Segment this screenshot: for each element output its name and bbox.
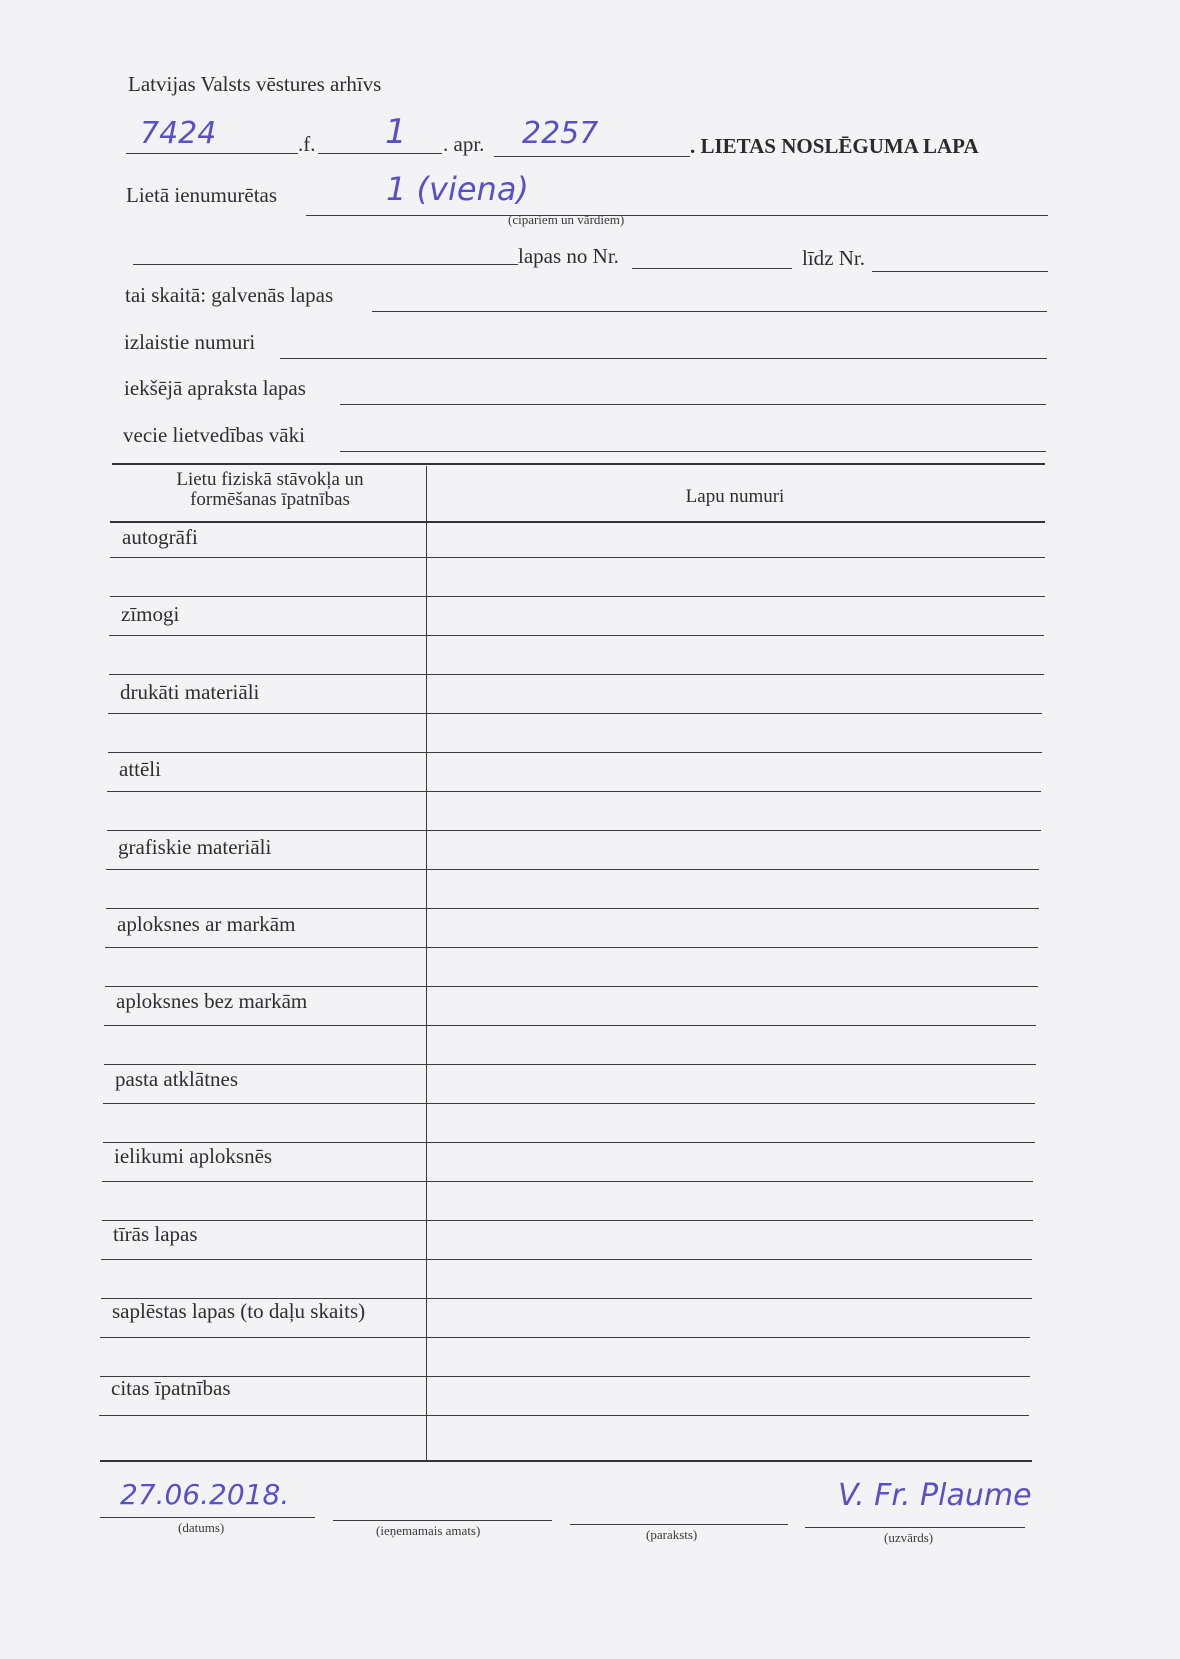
date-line xyxy=(100,1517,315,1518)
numbered-value: 1 (viena) xyxy=(386,170,529,208)
numbered-hint: (cipariem un vārdiem) xyxy=(508,212,625,227)
table-row-label: citas īpatnības xyxy=(111,1376,231,1401)
pages-to-label: līdz Nr. xyxy=(802,246,865,270)
table-row-label: zīmogi xyxy=(121,602,180,627)
table-row-line xyxy=(104,1064,1036,1065)
table-row-line xyxy=(103,1142,1035,1143)
pages-from-label: lapas no Nr. xyxy=(518,244,619,268)
table-top-line xyxy=(112,463,1045,465)
numbered-label: Lietā ienumurētas xyxy=(126,183,278,207)
file-number: 2257 xyxy=(522,116,599,151)
position-hint: (ieņemamais amats) xyxy=(376,1523,481,1538)
fond-line xyxy=(126,153,298,154)
table-row-line xyxy=(107,791,1041,792)
table-row-line xyxy=(109,674,1044,675)
table-row-line xyxy=(102,1220,1033,1221)
table-row-line xyxy=(106,908,1039,909)
inventory-label: . apr. xyxy=(443,132,485,156)
table-row-label: autogrāfi xyxy=(122,525,198,549)
table-row-label: tīrās lapas xyxy=(113,1221,198,1246)
table-row-line xyxy=(105,947,1038,948)
fond-label: .f. xyxy=(298,132,316,156)
table-row-line xyxy=(106,869,1039,870)
table-row-label: aploksnes bez markām xyxy=(116,989,308,1014)
table-row-label: drukāti materiāli xyxy=(120,679,260,704)
name-line xyxy=(805,1527,1025,1528)
table-row-line xyxy=(104,1025,1036,1026)
archive-name: Latvijas Valsts vēstures arhīvs xyxy=(128,72,382,96)
table-row-label: aploksnes ar markām xyxy=(117,912,296,936)
col1-header-line2: formēšanas īpatnības xyxy=(190,489,350,510)
table-row-line xyxy=(110,557,1045,558)
skipped-numbers-label: izlaistie numuri xyxy=(124,330,256,354)
skipped-numbers-line xyxy=(280,358,1047,359)
table-row-label: pasta atklātnes xyxy=(115,1066,239,1091)
old-covers-line xyxy=(340,451,1046,452)
inner-description-line xyxy=(340,404,1046,405)
inner-description-label: iekšējā apraksta lapas xyxy=(124,376,306,400)
table-row-line xyxy=(101,1259,1032,1260)
table-row-line xyxy=(100,1337,1030,1338)
table-row-line xyxy=(107,830,1041,831)
inventory-line xyxy=(318,153,442,154)
table-row-line xyxy=(102,1181,1033,1182)
main-pages-label: tai skaitā: galvenās lapas xyxy=(125,283,334,307)
signature-line xyxy=(570,1524,788,1525)
name-value: V. Fr. Plaume xyxy=(838,1478,1032,1513)
position-line xyxy=(333,1520,552,1521)
col2-header: Lapu numuri xyxy=(685,486,785,507)
pages-from-line xyxy=(632,268,792,269)
table-row-line xyxy=(110,596,1045,597)
date-hint: (datums) xyxy=(178,1520,225,1535)
table-row-line xyxy=(103,1103,1035,1104)
name-hint: (uzvārds) xyxy=(884,1530,934,1545)
table-header-bottom-line xyxy=(110,521,1045,523)
table-row-line xyxy=(109,635,1044,636)
table-row-line xyxy=(108,752,1042,753)
table-row-label: ielikumi aploksnēs xyxy=(114,1144,273,1169)
col1-header-line1: Lietu fiziskā stāvokļa un xyxy=(176,469,364,490)
pages-to-line xyxy=(872,271,1048,272)
table-row-line xyxy=(99,1415,1029,1416)
signature-hint: (paraksts) xyxy=(646,1527,698,1542)
fond-number: 7424 xyxy=(140,116,217,151)
main-pages-line xyxy=(372,311,1047,312)
inventory-number: 1 xyxy=(385,112,407,152)
file-line xyxy=(494,156,690,157)
old-covers-label: vecie lietvedības vāki xyxy=(123,423,305,447)
table-row-label: attēli xyxy=(119,757,161,782)
col1-header xyxy=(140,470,400,510)
date-value: 27.06.2018. xyxy=(120,1478,290,1511)
table-row-label: grafiskie materiāli xyxy=(118,834,272,859)
pages-count-line xyxy=(133,264,518,265)
table-row-line xyxy=(105,986,1038,987)
table-row-line xyxy=(108,713,1042,714)
table-column-divider xyxy=(426,466,427,1460)
numbered-line xyxy=(306,215,1048,216)
table-bottom-line xyxy=(100,1460,1032,1462)
document-title: . LIETAS NOSLĒGUMA LAPA xyxy=(690,134,979,158)
table-row-line xyxy=(100,1376,1030,1377)
table-row-label: saplēstas lapas (to daļu skaits) xyxy=(112,1299,366,1323)
